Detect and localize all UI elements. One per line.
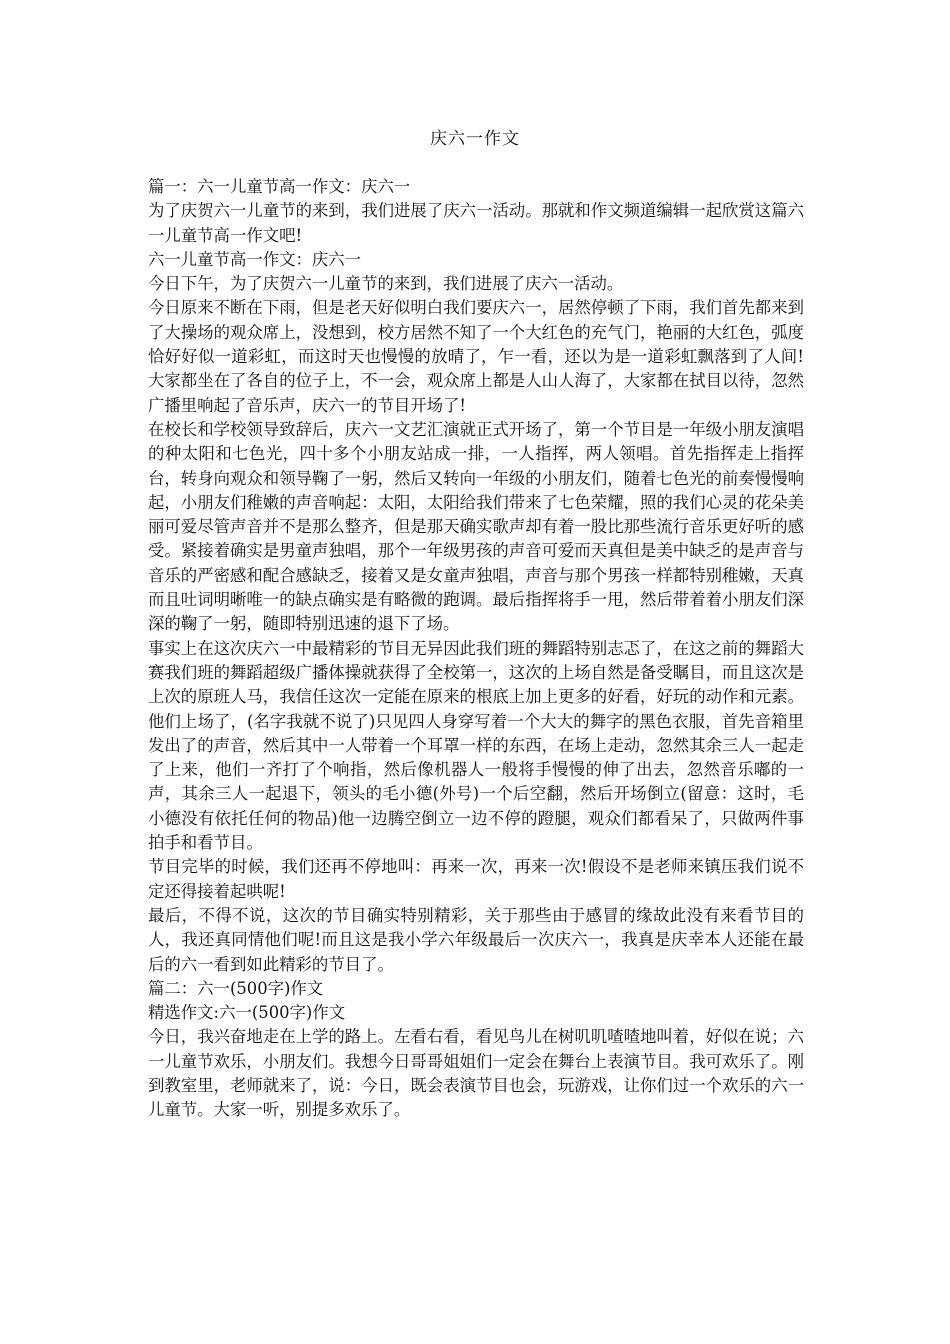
paragraph: 节目完毕的时候，我们还再不停地叫：再来一次，再来一次!假设不是老师来镇压我们说不定还得接着起哄呢! [148, 857, 804, 901]
paragraph: 在校长和学校领导致辞后，庆六一文艺汇演就正式开场了，第一个节目是一年级小朋友演唱的种太阳和七色光，四十多个小朋友站成一排，一人指挥，两人领唱。首先指挥走上指挥台，转身向观众和领导鞠了一躬，然后又转向一年级的小朋友们，随着七色光的前奏慢慢响起，小朋友们稚嫩的声音响起：太阳，太阳给我们带来了七色荣耀，照的我们心灵的花朵美丽可爱尽管声音并不是那么整齐，但是那天确实歌声却有着一股比那些流行音乐更好听的感受。紧接着确实是男童声独唱，那个一年级男孩的声音可爱而天真但是美中缺乏的是声音与音乐的严密感和配合感缺乏，接着又是女童声独唱，声音与那个男孩一样都特别稚嫩，天真而且吐词明晰唯一的缺点确实是有略微的跑调。最后指挥将手一甩，然后带着着小朋友们深深的鞠了一躬，随即特别迅速的退下了场。 [148, 419, 804, 634]
paragraph: 事实上在这次庆六一中最精彩的节目无异因此我们班的舞蹈特别志忑了，在这之前的舞蹈大赛我们班的舞蹈超级广播体操就获得了全校第一，这次的上场自然是备受瞩目，而且这次是上次的原班人马，我信任这次一定能在原来的根底上加上更多的好看，好玩的动作和元素。 他们上场了，(名字我就不说了)只见四人身穿写着一个大大的舞字的黑色衣服，首先音箱里发出了的声音，然后其中一人带着一个耳罩一样的东西，在场上走动，忽然其余三人一起走了上来，他们一齐打了个响指，然后像机器人一般将手慢慢的伸了出去，忽然音乐嘟的一声，其余三人一起退下，领头的毛小德(外号)一个后空翻，然后开场倒立(留意：这时，毛小德没有依托任何的物品)他一边腾空倒立一边不停的蹬腿，观众们都看呆了，只做两件事拍手和看节目。 [148, 638, 804, 853]
paragraph: 最后，不得不说，这次的节目确实特别精彩，关于那些由于感冒的缘故此没有来看节目的人，我还真同情他们呢!而且这是我小学六年级最后一次庆六一，我真是庆幸本人还能在最后的六一看到如此精彩的节目了。 [148, 905, 804, 974]
document-body [148, 175, 804, 1123]
paragraph: 今日下午，为了庆贺六一儿童节的来到，我们进展了庆六一活动。 [148, 274, 624, 294]
subheading: 精选作文:六一(500字)作文 [148, 1003, 346, 1023]
paragraph: 今日原来不断在下雨，但是老天好似明白我们要庆六一，居然停顿了下雨，我们首先都来到了大操场的观众席上，没想到，校方居然不知了一个大红色的充气门，艳丽的大红色，弧度恰好好似一道彩虹，而这时天也慢慢的放晴了，乍一看，还以为是一道彩虹飘落到了人间!大家都坐在了各自的位子上，不一会，观众席上都是人山人海了，大家都在拭目以待，忽然广播里响起了音乐声，庆六一的节目开场了! [148, 298, 804, 415]
paragraph: 为了庆贺六一儿童节的来到，我们进展了庆六一活动。那就和作文频道编辑一起欣赏这篇六一儿童节高一作文吧! [148, 201, 804, 245]
document-title: 庆六一作文 [430, 129, 520, 149]
subheading: 六一儿童节高一作文：庆六一 [148, 249, 362, 269]
section-heading-2: 篇二：六一(500字)作文 [148, 978, 324, 998]
section-heading-1: 篇一：六一儿童节高一作文：庆六一 [148, 177, 411, 196]
paragraph: 今日，我兴奋地走在上学的路上。左看右看，看见鸟儿在树叽叽喳喳地叫着，好似在说；六一儿童节欢乐，小朋友们。我想今日哥哥姐姐们一定会在舞台上表演节目。我可欢乐了。刚到教室里，老师就来了，说：今日，既会表演节目也会，玩游戏，让你们过一个欢乐的六一儿童节。大家一听，别提多欢乐了。 [148, 1027, 804, 1120]
